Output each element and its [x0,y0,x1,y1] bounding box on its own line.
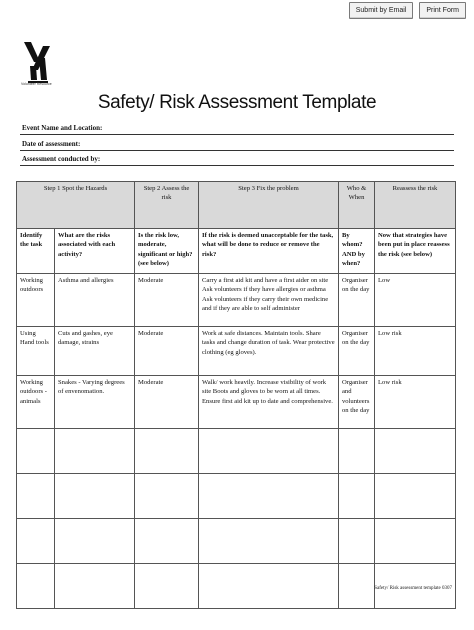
empty-cell[interactable] [199,564,339,609]
empty-cell[interactable] [135,429,199,474]
question-task: Identify the task [17,229,55,274]
empty-cell[interactable] [199,474,339,519]
cell-fix[interactable]: Work at safe distances. Maintain tools. Share tasks and change duration of task. Wear protective clothing (eg gloves). [199,327,339,376]
cell-who[interactable]: Organiser on the day [339,327,375,376]
event-name-label: Event Name and Location: [22,124,103,132]
assessment-date-line [20,150,454,151]
cell-risks[interactable]: Asthma and allergies [55,274,135,327]
table-row [17,327,456,376]
questions-row [17,229,456,274]
cell-level[interactable]: Moderate [135,327,199,376]
form-toolbar [349,2,466,19]
empty-cell[interactable] [135,474,199,519]
cell-task[interactable]: Using Hand tools [17,327,55,376]
empty-row [17,429,456,474]
conducted-by-label: Assessment conducted by: [22,155,101,163]
cell-who[interactable]: Organiser on the day [339,274,375,327]
print-form-button[interactable]: Print Form [419,2,466,19]
risk-assessment-table [16,181,456,609]
empty-cell[interactable] [55,429,135,474]
cell-fix[interactable]: Carry a first aid kit and have a first aider on site Ask volunteers if they have allergies or asthma Ask volunteers if they carry their own medicine and if they are able to self administer [199,274,339,327]
step2-header: Step 2 Assess the risk [135,182,199,229]
who-when-header: Who & When [339,182,375,229]
table-row [17,376,456,429]
cell-reassess[interactable]: Low risk [375,327,456,376]
cell-level[interactable]: Moderate [135,376,199,429]
empty-cell[interactable] [199,429,339,474]
question-risks: What are the risks associated with each activity? [55,229,135,274]
empty-cell[interactable] [135,564,199,609]
table-row [17,274,456,327]
empty-cell[interactable] [375,519,456,564]
page-title: Safety/ Risk Assessment Template [97,92,377,113]
empty-cell[interactable] [17,429,55,474]
empty-cell[interactable] [17,474,55,519]
step3-header: Step 3 Fix the problem [199,182,339,229]
step1-header: Step 1 Spot the Hazards [17,182,135,229]
empty-cell[interactable] [55,474,135,519]
cell-reassess[interactable]: Low [375,274,456,327]
question-level: Is the risk low, moderate, significant or high? (see below) [135,229,199,274]
cell-fix[interactable]: Walk/ work heavily. Increase visibility of work site Boots and gloves to be worn at all times. Ensure first aid kit up to date and comprehensive. [199,376,339,429]
event-name-line [20,134,454,135]
submit-by-email-button[interactable]: Submit by Email [349,2,414,19]
empty-row [17,474,456,519]
cell-task[interactable]: Working outdoors - animals [17,376,55,429]
cell-risks[interactable]: Snakes - Varying degrees of envenomation. [55,376,135,429]
empty-cell[interactable] [135,519,199,564]
empty-cell[interactable] [339,429,375,474]
empty-cell[interactable] [17,519,55,564]
conducted-by-line [20,165,454,166]
empty-cell[interactable] [339,519,375,564]
empty-cell[interactable] [55,519,135,564]
empty-cell[interactable] [17,564,55,609]
footer-reference: Safety/ Risk assessment template 0307 [374,586,452,591]
cell-task[interactable]: Working outdoors [17,274,55,327]
empty-cell[interactable] [199,519,339,564]
cell-who[interactable]: Organiser and volunteers on the day [339,376,375,429]
assessment-date-label: Date of assessment: [22,140,81,148]
empty-cell[interactable] [339,474,375,519]
empty-cell[interactable] [339,564,375,609]
steps-header-row [17,182,456,229]
cell-risks[interactable]: Cuts and gashes, eye damage, strains [55,327,135,376]
question-who: By whom? AND by when? [339,229,375,274]
empty-cell[interactable] [375,429,456,474]
cell-level[interactable]: Moderate [135,274,199,327]
organisation-logo-icon [20,40,54,86]
logo-caption: Volunteer Resource [21,82,52,86]
empty-cell[interactable] [375,474,456,519]
cell-reassess[interactable]: Low risk [375,376,456,429]
reassess-header: Reassess the risk [375,182,456,229]
empty-row [17,519,456,564]
empty-cell[interactable] [55,564,135,609]
question-reassess: Now that strategies have been put in place reassess the risk (see below) [375,229,456,274]
question-fix: If the risk is deemed unacceptable for the task, what will be done to reduce or remove the risk? [199,229,339,274]
